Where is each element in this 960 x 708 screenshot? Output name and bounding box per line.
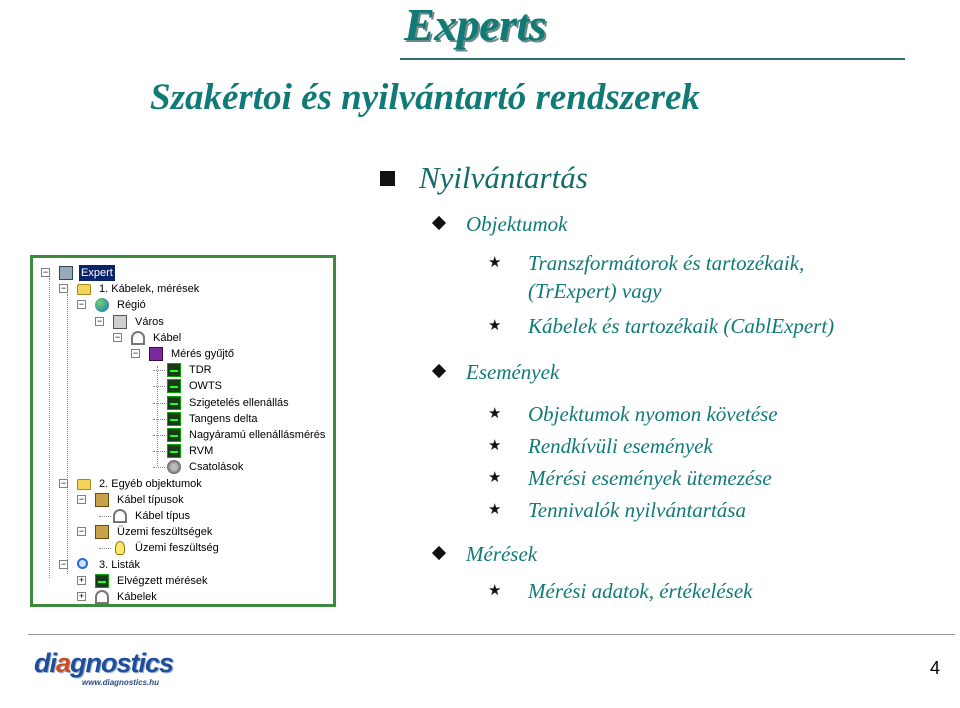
cable-icon <box>113 509 127 523</box>
folder-icon <box>77 479 91 490</box>
star-bullet-icon: ★ <box>488 470 502 486</box>
footer-rule <box>28 634 955 635</box>
diamond-bullet-icon <box>432 546 446 560</box>
logo-wordmark: diagnostics <box>34 648 174 678</box>
folder-icon <box>77 284 91 295</box>
list-item: ★ Kábelek és tartozékaik (CablExpert) <box>488 314 835 338</box>
group-esemenyek <box>430 360 559 385</box>
tree-connector <box>153 435 165 436</box>
tree-connector <box>153 419 165 420</box>
collapse-icon[interactable]: − <box>114 331 121 342</box>
tree-connector <box>153 403 165 404</box>
star-bullet-icon: ★ <box>488 438 502 454</box>
heading-text: Nyilvántartás <box>419 160 588 195</box>
tree-node-label[interactable]: OWTS <box>189 380 222 393</box>
tree-view[interactable] <box>30 255 336 607</box>
collapse-icon[interactable]: − <box>96 315 103 326</box>
list-item: ★ Rendkívüli események <box>488 434 713 458</box>
collapse-icon[interactable]: − <box>60 558 67 569</box>
city-icon <box>113 315 127 329</box>
logo-url: www.diagnostics.hu <box>82 678 160 687</box>
collapse-icon[interactable]: − <box>42 267 49 277</box>
tree-connector <box>99 548 111 549</box>
tree-connector <box>153 386 165 387</box>
tree-connector <box>153 467 165 468</box>
tree-connector <box>99 516 111 517</box>
bulb-icon <box>115 541 125 555</box>
list-item: ★ Objektumok nyomon követése <box>488 402 778 426</box>
list-item: ★ Tennivalók nyilvántartása <box>488 498 746 522</box>
list-item-continuation: (TrExpert) vagy <box>528 279 662 303</box>
group-objektumok <box>430 212 567 237</box>
oscilloscope-icon <box>167 412 181 426</box>
tree-node-label[interactable]: Kábel típusok <box>117 493 184 506</box>
tree-node-label[interactable]: 1. Kábelek, mérések <box>99 283 200 296</box>
book-icon <box>149 347 163 361</box>
slide-title: Experts <box>404 0 547 50</box>
globe-icon <box>95 298 109 312</box>
oscilloscope-icon <box>167 379 181 393</box>
slide-subtitle: Szakértoi és nyilvántartó rendszerek <box>150 77 700 118</box>
collapse-icon[interactable]: − <box>132 348 139 358</box>
tree-node-label[interactable]: Kábelek <box>117 591 157 603</box>
tree-node-label[interactable]: 2. Egyéb objektumok <box>99 477 202 490</box>
tree-node-label[interactable]: Csatolások <box>189 461 244 474</box>
magnifier-icon <box>77 558 88 569</box>
group-label: Mérések <box>466 542 538 566</box>
disc-icon <box>167 460 181 474</box>
star-bullet-icon: ★ <box>488 583 502 599</box>
collapse-icon[interactable]: − <box>78 493 85 504</box>
oscilloscope-icon <box>167 444 181 458</box>
measurements-icon <box>95 574 109 588</box>
page-number: 4 <box>930 658 941 678</box>
list-item: ★ Mérési események ütemezése <box>488 466 772 490</box>
tree-node-label[interactable]: Város <box>135 315 164 328</box>
cable-icon <box>131 331 145 345</box>
list-item: ★ Mérési adatok, értékelések <box>488 579 753 603</box>
collapse-icon[interactable]: − <box>60 477 67 488</box>
oscilloscope-icon <box>167 363 181 377</box>
tree-guide-line <box>49 278 50 578</box>
list-item: ★ Transzformátorok és tartozékaik, <box>488 251 805 275</box>
collapse-icon[interactable]: − <box>78 299 85 310</box>
tree-guide-line <box>157 366 158 466</box>
diamond-bullet-icon <box>432 216 446 230</box>
star-bullet-icon: ★ <box>488 406 502 422</box>
tree-node-label[interactable]: 3. Listák <box>99 558 140 571</box>
group-label: Események <box>466 360 560 384</box>
box-icon <box>95 493 109 507</box>
group-meresek <box>430 542 537 567</box>
group-label: Objektumok <box>466 212 568 236</box>
diamond-bullet-icon <box>432 364 446 378</box>
diagnostics-logo <box>34 644 174 692</box>
expand-icon[interactable]: + <box>78 574 85 585</box>
tree-node-label[interactable]: Tangens delta <box>189 412 258 425</box>
expand-icon[interactable]: + <box>78 591 85 601</box>
star-bullet-icon: ★ <box>488 318 502 334</box>
square-bullet-icon <box>380 171 395 186</box>
star-bullet-icon: ★ <box>488 502 502 518</box>
tree-connector <box>153 370 165 371</box>
heading-bullet <box>380 160 588 196</box>
tree-guide-line <box>67 294 68 574</box>
tree-node-label[interactable]: Szigetelés ellenállás <box>189 396 289 409</box>
tree-node-label[interactable]: Régió <box>117 299 146 312</box>
title-rule <box>400 58 905 60</box>
tree-node-label[interactable]: Üzemi feszültségek <box>117 526 213 539</box>
oscilloscope-icon <box>167 428 181 442</box>
cable-icon <box>95 590 109 604</box>
computer-icon <box>59 266 73 280</box>
star-bullet-icon: ★ <box>488 255 502 271</box>
tree-node-label[interactable]: RVM <box>189 445 214 458</box>
tree-node-label[interactable]: Kábel típus <box>135 510 191 522</box>
tree-node-label[interactable]: Üzemi feszültség <box>135 542 219 555</box>
tree-node-label[interactable]: Kábel <box>153 331 182 344</box>
collapse-icon[interactable]: − <box>60 283 67 294</box>
tree-node-label[interactable]: Elvégzett mérések <box>117 574 208 587</box>
tree-node-label[interactable]: Nagyáramú ellenállásmérés <box>189 429 326 441</box>
tree-connector <box>153 451 165 452</box>
oscilloscope-icon <box>167 396 181 410</box>
tree-node-label[interactable]: Expert <box>81 267 113 279</box>
tree-node-label[interactable]: Mérés gyűjtő <box>171 348 234 360</box>
tree-node-label[interactable]: TDR <box>189 364 212 377</box>
box-icon <box>95 525 109 539</box>
collapse-icon[interactable]: − <box>78 526 85 537</box>
